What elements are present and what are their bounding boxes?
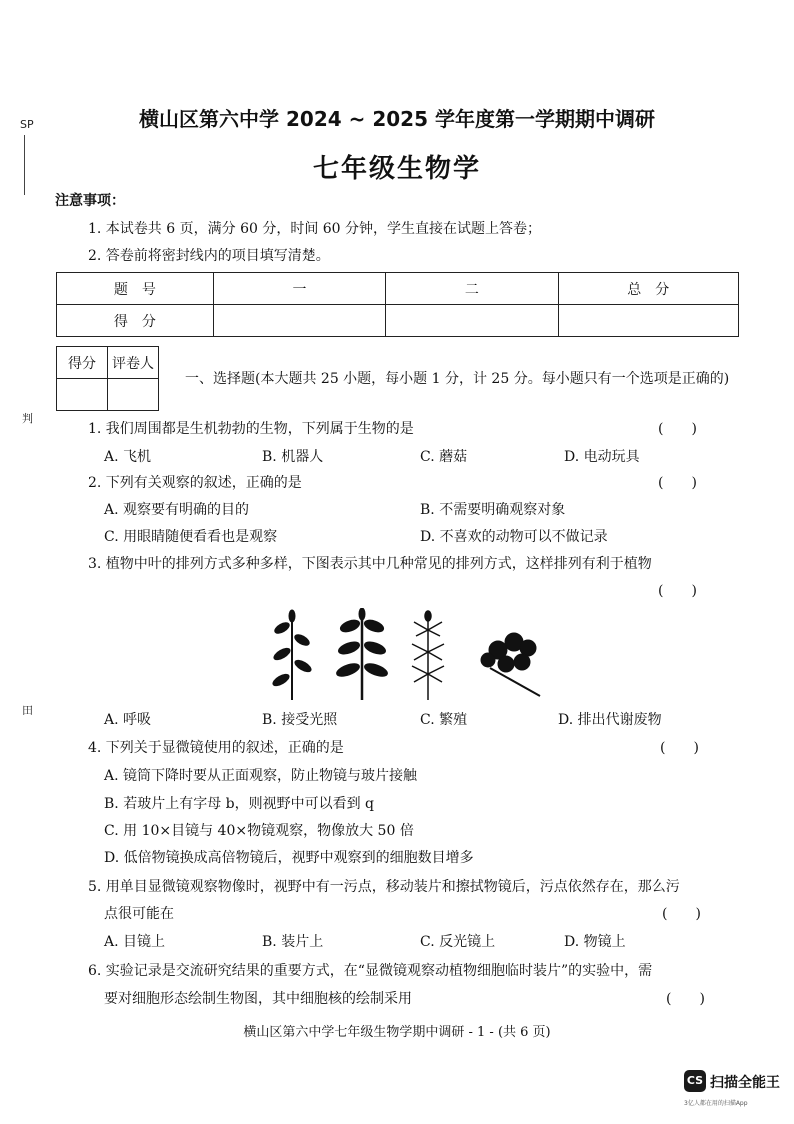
question-5-stem: 5. 用单目显微镜观察物像时，视野中有一污点，移动装片和擦拭物镜后，污点依然存在，那么污 [88, 879, 680, 895]
page-footer: 横山区第六中学七年级生物学期中调研 - 1 - (共 6 页) [243, 1025, 551, 1040]
rosette-leaf-cluster [481, 633, 540, 696]
question-2-option-c: C. 用眼睛随便看看也是观察 [104, 529, 278, 545]
exam-subtitle: 七年级生物学 [312, 154, 481, 184]
whorled-leaf-plant [412, 611, 444, 700]
question-2-option-d: D. 不喜欢的动物可以不做记录 [420, 529, 608, 545]
question-3-option-d: D. 排出代谢废物 [558, 712, 662, 728]
score-input-part2[interactable] [386, 305, 558, 337]
question-1-option-c: C. 蘑菇 [420, 449, 468, 465]
scanner-app-name: 扫描全能王 [710, 1075, 780, 1091]
question-5-option-d: D. 物镜上 [564, 934, 626, 950]
question-3-option-a: A. 呼吸 [104, 712, 152, 728]
exam-title: 横山区第六中学 2024 ~ 2025 学年度第一学期期中调研 [139, 107, 655, 131]
question-4-option-d: D. 低倍物镜换成高倍物镜后，视野中观察到的细胞数目增多 [104, 850, 474, 866]
binding-mark-1: SP [20, 118, 34, 131]
question-4-stem: 4. 下列关于显微镜使用的叙述，正确的是 [88, 740, 344, 756]
score-cell-label: 题 号 [57, 273, 214, 305]
score-input-total[interactable] [558, 305, 738, 337]
grader-name-label: 评卷人 [108, 347, 159, 379]
question-1-option-a: A. 飞机 [104, 449, 152, 465]
question-5-option-c: C. 反光镜上 [420, 934, 496, 950]
question-4-answer[interactable]: ( ) [660, 740, 699, 756]
binding-mark-2: 判 [22, 412, 33, 425]
score-table-score-row [57, 305, 739, 337]
question-2-answer[interactable]: ( ) [658, 475, 697, 491]
score-cell-total: 总 分 [558, 273, 738, 305]
question-6-answer[interactable]: ( ) [666, 991, 705, 1007]
question-3-stem: 3. 植物中叶的排列方式多种多样，下图表示其中几种常见的排列方式，这样排列有利于植物 [88, 556, 652, 572]
leaf-arrangement-figure [270, 608, 550, 704]
score-table-header-row [57, 273, 739, 305]
grader-score-input[interactable] [57, 379, 108, 411]
question-2-option-a: A. 观察要有明确的目的 [104, 502, 250, 518]
grader-name-input[interactable] [108, 379, 159, 411]
score-table [56, 272, 739, 337]
question-4-option-a: A. 镜筒下降时要从正面观察，防止物镜与玻片接触 [104, 768, 418, 784]
opposite-leaf-plant [335, 608, 389, 700]
scanner-tagline: 3亿人都在用的扫描App [684, 1100, 748, 1107]
note-item-2: 2. 答卷前将密封线内的项目填写清楚。 [88, 248, 330, 264]
question-1-option-d: D. 电动玩具 [564, 449, 640, 465]
question-1-stem: 1. 我们周围都是生机勃勃的生物，下列属于生物的是 [88, 421, 414, 437]
question-4-option-c: C. 用 10×目镜与 40×物镜观察，物像放大 50 倍 [104, 823, 414, 839]
scanner-logo-icon: CS [684, 1070, 706, 1092]
question-3-answer[interactable]: ( ) [658, 583, 697, 599]
score-cell-part2: 二 [386, 273, 558, 305]
grader-score-label: 得分 [57, 347, 108, 379]
notes-title: 注意事项： [55, 193, 125, 209]
question-1-answer[interactable]: ( ) [658, 421, 697, 437]
section1-heading: 一、选择题(本大题共 25 小题，每小题 1 分，计 25 分。每小题只有一个选项是正确的) [185, 371, 730, 387]
question-3-option-b: B. 接受光照 [262, 712, 338, 728]
score-cell-label: 得 分 [57, 305, 214, 337]
question-3-option-c: C. 繁殖 [420, 712, 468, 728]
question-2-stem: 2. 下列有关观察的叙述，正确的是 [88, 475, 302, 491]
question-2-option-b: B. 不需要明确观察对象 [420, 502, 566, 518]
question-1-option-b: B. 机器人 [262, 449, 324, 465]
alternate-leaf-plant [271, 610, 313, 700]
question-6-stem: 6. 实验记录是交流研究结果的重要方式，在“显微镜观察动植物细胞临时装片”的实验中，需 [88, 963, 653, 979]
grader-table [56, 346, 159, 411]
question-5-option-a: A. 目镜上 [104, 934, 166, 950]
score-cell-part1: 一 [213, 273, 385, 305]
question-5-stem-continued: 点很可能在 [104, 906, 174, 922]
note-item-1: 1. 本试卷共 6 页，满分 60 分，时间 60 分钟，学生直接在试题上答卷； [88, 221, 542, 237]
question-5-answer[interactable]: ( ) [662, 906, 701, 922]
question-5-option-b: B. 装片上 [262, 934, 324, 950]
score-input-part1[interactable] [213, 305, 385, 337]
question-4-option-b: B. 若玻片上有字母 b，则视野中可以看到 q [104, 796, 375, 812]
binding-mark-3: 田 [22, 704, 33, 717]
question-6-stem-continued: 要对细胞形态绘制生物图，其中细胞核的绘制采用 [104, 991, 412, 1007]
